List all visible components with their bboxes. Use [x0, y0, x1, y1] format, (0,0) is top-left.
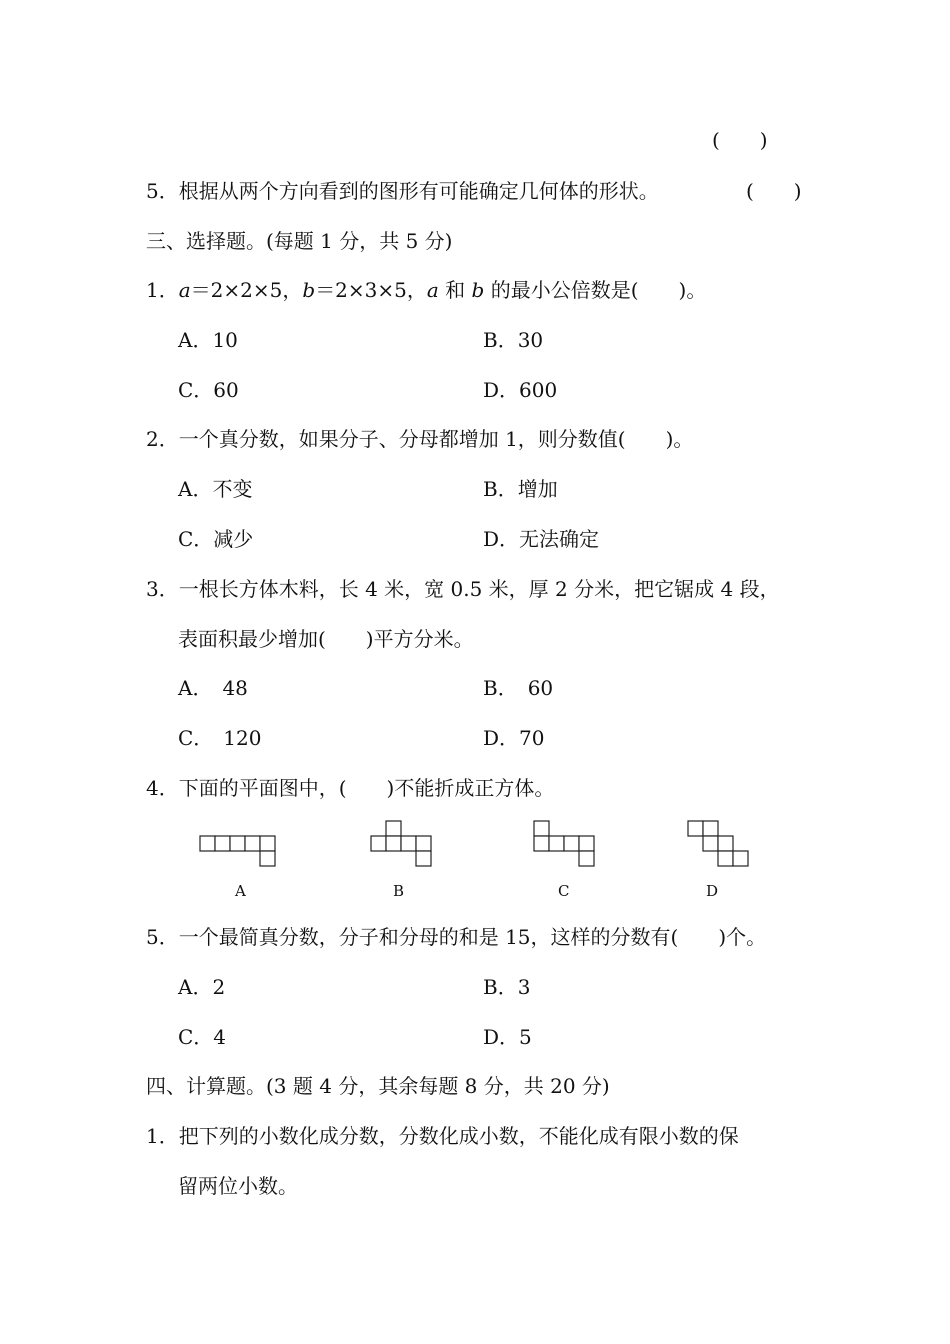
q5-option-d: D．5: [483, 1025, 532, 1049]
net-label-c: C: [558, 882, 570, 900]
q3-option-b: B． 60: [483, 676, 554, 700]
net-label-b: B: [393, 882, 405, 900]
q5-option-c: C．4: [178, 1025, 227, 1049]
q5-option-a: A．2: [178, 975, 226, 999]
section-3-heading: 三、选择题。(每题 1 分，共 5 分): [146, 229, 453, 253]
q2-option-d: D．无法确定: [483, 527, 600, 551]
q3-option-a: A． 48: [178, 676, 248, 700]
question-1: [146, 276, 706, 304]
q1-var-b: b: [302, 278, 316, 302]
q1-mid1: ＝2×2×5，: [190, 278, 303, 302]
q1-mid3: 和: [438, 278, 472, 302]
calc-1-line-2: 留两位小数。: [178, 1174, 298, 1198]
cube-net-a: [200, 820, 280, 870]
q2-option-b: B．增加: [483, 477, 558, 501]
q1-option-b: B．30: [483, 328, 544, 352]
answer-paren: ( ): [712, 128, 768, 152]
q1-var-a: a: [178, 278, 191, 302]
calc-1-line-1: 1．把下列的小数化成分数，分数化成小数，不能化成有限小数的保: [146, 1124, 739, 1148]
q1-mid2: ＝2×3×5，: [315, 278, 427, 302]
q5-option-b: B．3: [483, 975, 531, 999]
q1-prefix: 1．: [146, 278, 179, 302]
q1-post: 的最小公倍数是( )。: [484, 278, 707, 302]
net-label-a: A: [235, 882, 246, 900]
q1-var-a2: a: [426, 278, 439, 302]
q1-option-d: D．600: [483, 378, 558, 402]
cube-net-c: [534, 820, 614, 870]
tf-item-5-paren: ( ): [746, 179, 802, 203]
q1-var-b2: b: [471, 278, 485, 302]
question-5: 5．一个最简真分数，分子和分母的和是 15，这样的分数有( )个。: [146, 925, 767, 949]
q3-option-d: D．70: [483, 726, 545, 750]
q3-option-c: C． 120: [178, 726, 262, 750]
question-3-line-1: 3．一根长方体木料，长 4 米，宽 0.5 米，厚 2 分米，把它锯成 4 段，: [146, 577, 780, 601]
question-2: 2．一个真分数，如果分子、分母都增加 1，则分数值( )。: [146, 427, 694, 451]
q1-option-c: C．60: [178, 378, 239, 402]
q2-option-c: C．减少: [178, 527, 254, 551]
q1-option-a: A．10: [178, 328, 238, 352]
question-3-line-2: 表面积最少增加( )平方分米。: [178, 627, 474, 651]
section-4-heading: 四、计算题。(3 题 4 分，其余每题 8 分，共 20 分): [146, 1074, 610, 1098]
net-label-d: D: [706, 882, 719, 900]
cube-net-b: [371, 820, 451, 870]
question-4: 4．下面的平面图中，( )不能折成正方体。: [146, 776, 555, 800]
tf-item-5-text: 5．根据从两个方向看到的图形有可能确定几何体的形状。: [146, 179, 659, 203]
cube-net-d: [688, 820, 768, 870]
q2-option-a: A．不变: [178, 477, 253, 501]
